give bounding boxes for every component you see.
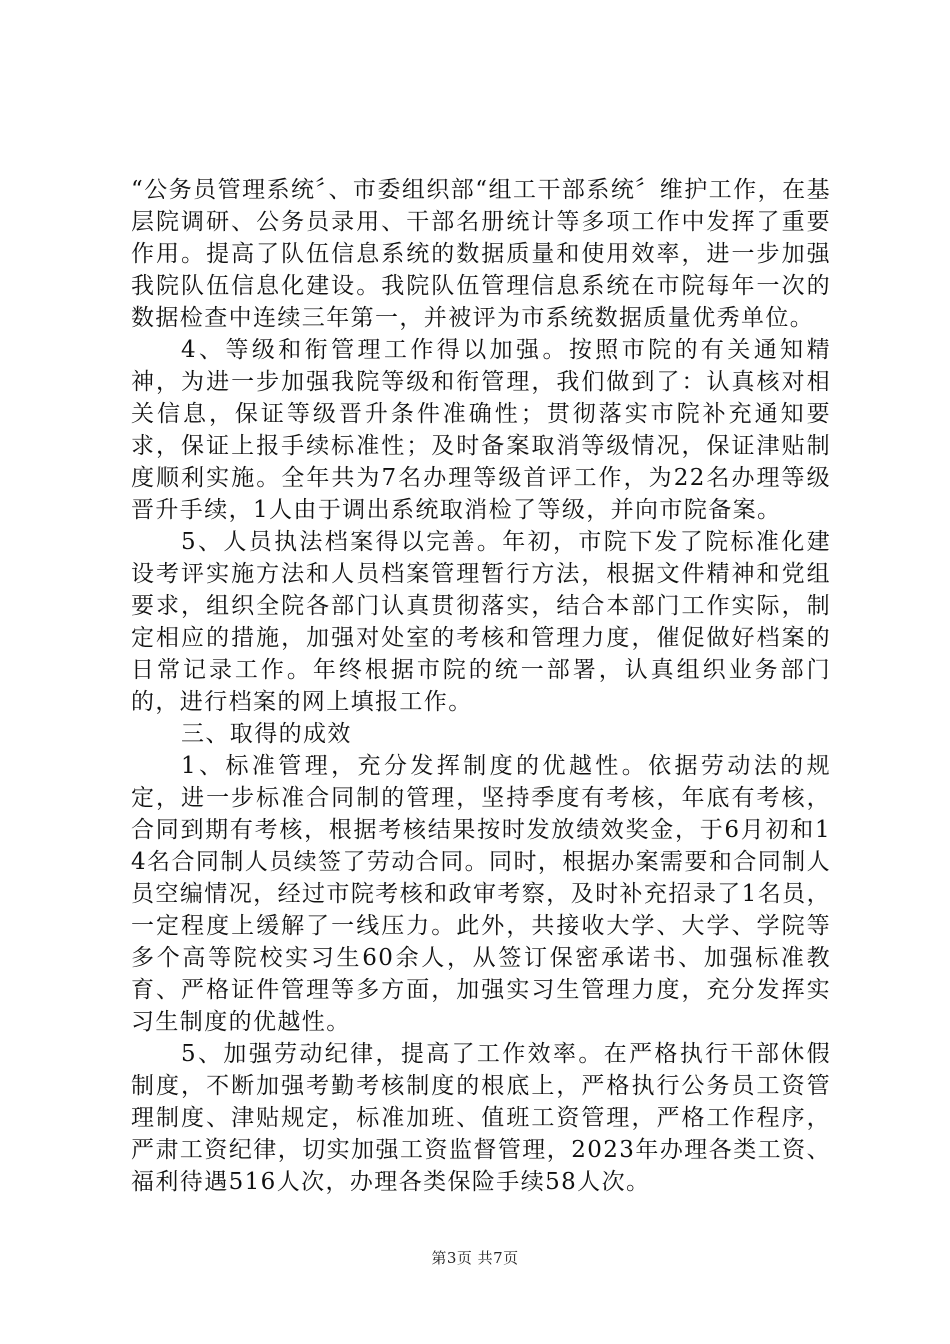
document-body — [131, 174, 831, 1198]
paragraph-personnel-archives: 5、人员执法档案得以完善。年初，市院下发了院标准化建设考评实施方法和人员档案管理暂行方法，根据文件精神和党组要求，组织全院各部门认真贯彻落实，结合本部门工作实际，制定相应的措施，加强对处室的考核和管理力度，催促做好档案的日常记录工作。年终根据市院的统一部署，认真组织业务部门的，进行档案的网上填报工作。 — [131, 529, 831, 715]
section-heading-achievements: 三、取得的成效 — [181, 721, 352, 747]
paragraph-rank-management: 4、等级和衔管理工作得以加强。按照市院的有关通知精神，为进一步加强我院等级和衔管理，我们做到了：认真核对相关信息，保证等级晋升条件准确性；贯彻落实市院补充通知要求，保证上报手续标准性；及时备案取消等级情况，保证津贴制度顺利实施。全年共为7名办理等级首评工作，为22名办理等级晋升手续，1人由于调出系统取消检了等级，并向市院备案。 — [131, 337, 831, 523]
paragraph-continuation: “公务员管理系统〞、市委组织部“组工干部系统〞维护工作，在基层院调研、公务员录用、干部名册统计等多项工作中发挥了重要作用。提高了队伍信息系统的数据质量和使用效率，进一步加强我院队伍信息化建设。我院队伍管理信息系统在市院每年一次的数据检查中连续三年第一，并被评为市系统数据质量优秀单位。 — [131, 177, 831, 331]
paragraph-labor-discipline: 5、加强劳动纪律，提高了工作效率。在严格执行干部休假制度，不断加强考勤考核制度的根底上，严格执行公务员工资管理制度、津贴规定，标准加班、值班工资管理，严格工作程序，严肃工资纪律，切实加强工资监督管理，2023年办理各类工资、福利待遇516人次，办理各类保险手续58人次。 — [131, 1041, 831, 1195]
paragraph-standard-management: 1、标准管理，充分发挥制度的优越性。依据劳动法的规定，进一步标准合同制的管理，坚持季度有考核，年底有考核，合同到期有考核，根据考核结果按时发放绩效奖金，于6月初和14名合同制人员续签了劳动合同。同时，根据办案需要和合同制人员空编情况，经过市院考核和政审考察，及时补充招录了1名员，一定程度上缓解了一线压力。此外，共接收大学、大学、学院等多个高等院校实习生60余人，从签订保密承诺书、加强标准教育、严格证件管理等多方面，加强实习生管理力度，充分发挥实习生制度的优越性。 — [131, 753, 831, 1035]
page-footer: 第3页 共7页 — [431, 1249, 519, 1267]
